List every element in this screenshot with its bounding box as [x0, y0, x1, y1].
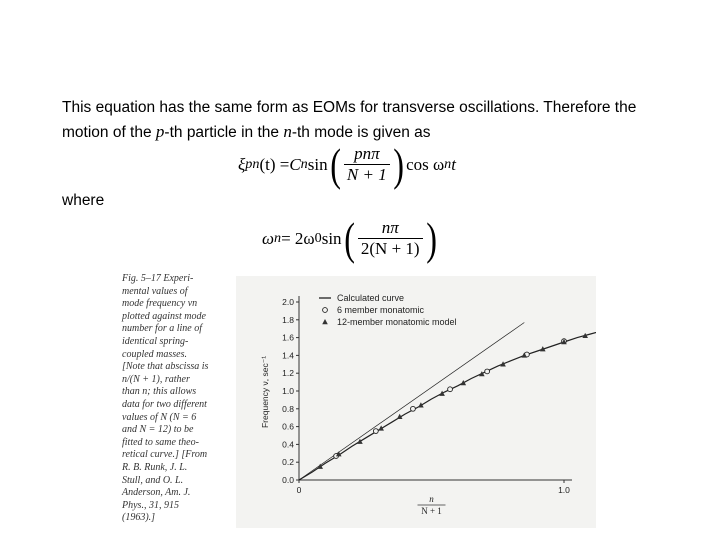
y-tick-label: 0.2	[282, 457, 294, 468]
eq1-xi: ξ	[238, 154, 246, 174]
data-point-6-member	[448, 387, 453, 392]
body-paragraph	[62, 96, 672, 145]
eq2-zero: 0	[314, 230, 322, 246]
eq2-numerator: nπ	[381, 218, 399, 237]
where-text: where	[62, 192, 105, 209]
para-var-p: p	[155, 122, 165, 141]
y-tick-label: 0.6	[282, 421, 294, 432]
legend-triangle-marker	[322, 319, 328, 324]
eq1-left-paren: (	[329, 138, 341, 190]
data-point-12-member	[500, 361, 506, 366]
eq1-C-sub: n	[300, 156, 308, 172]
eq1-C: C	[289, 154, 301, 174]
eq1-xi-sub: pn	[245, 156, 260, 172]
eq1-t: t	[451, 154, 456, 174]
eq2-right-paren: )	[425, 212, 437, 264]
y-tick-label: 1.8	[282, 314, 294, 325]
y-tick-label: 1.6	[282, 332, 294, 343]
figure-caption: Fig. 5–17 Experi- mental values of mode frequency νn plotted against mode number for a line of identical spring- coupled masses. [Note that abscissa is n/(N + 1), rather than n; this allows data for two different values of N (N = 6 and N = 12) to be fitted to same theo- retical curve.] [From R. B. Runk, J. L. Stull, and O. L. Anderson, Am. J. Phys., 31, 915 (1963).]	[122, 273, 209, 524]
x-tick-label: 0	[296, 485, 302, 495]
x-tick-label: 1.0	[558, 485, 570, 495]
y-axis-label: Frequency ν, sec⁻¹	[260, 355, 270, 429]
para-text-c: -th mode is given as	[291, 124, 431, 141]
legend-circle-marker	[323, 308, 328, 313]
legend-label: 6 member monatomic	[337, 305, 425, 315]
para-text-b: -th particle in the	[164, 124, 284, 141]
x-axis-label-denominator: N + 1	[421, 506, 442, 516]
eq2-sin: sin	[321, 228, 342, 248]
y-tick-label: 1.4	[282, 350, 294, 361]
x-axis-label-numerator: n	[429, 494, 434, 504]
equation-displacement	[238, 138, 456, 190]
chart-svg	[236, 276, 596, 528]
eq1-sin: sin	[307, 154, 328, 174]
eq1-cos: cos ω	[406, 154, 445, 174]
data-point-12-member	[479, 371, 485, 376]
y-tick-label: 2.0	[282, 297, 294, 307]
y-tick-label: 0.0	[282, 475, 294, 485]
y-tick-label: 1.0	[282, 386, 294, 396]
para-var-n: n	[283, 122, 292, 141]
legend-label: Calculated curve	[337, 293, 405, 303]
para-text-a: This equation has the same form as EOMs for transverse oscillations. Therefore the motion of the	[62, 99, 637, 141]
data-point-12-member	[461, 380, 467, 385]
y-tick-label: 0.4	[282, 439, 294, 450]
figure-chart	[236, 276, 596, 528]
data-point-12-member	[439, 391, 445, 396]
y-tick-label: 1.2	[282, 368, 294, 379]
calculated-curve	[299, 323, 596, 481]
data-point-6-member	[373, 429, 378, 434]
data-point-12-member	[357, 439, 363, 444]
linear-reference-line	[299, 323, 524, 481]
equation-frequency	[262, 212, 439, 264]
eq2-denominator: 2(N + 1)	[358, 238, 423, 259]
data-point-6-member	[411, 406, 416, 411]
eq1-denominator: N + 1	[344, 164, 390, 185]
data-point-6-member	[485, 369, 490, 374]
y-tick-label: 0.8	[282, 403, 294, 414]
eq2-fraction	[358, 218, 423, 259]
eq1-numerator: pnπ	[354, 144, 380, 163]
legend-label: 12-member monatomic model	[337, 317, 457, 327]
eq2-left-paren: (	[343, 212, 355, 264]
eq1-right-paren: )	[393, 138, 404, 190]
eq1-fraction	[344, 144, 390, 185]
eq1-mid: (t) =	[259, 154, 290, 174]
eq2-omega-sub: n	[274, 230, 282, 246]
eq2-omega: ω	[262, 228, 275, 248]
eq2-mid: = 2ω	[281, 228, 315, 248]
eq1-omega-sub: n	[444, 156, 452, 172]
